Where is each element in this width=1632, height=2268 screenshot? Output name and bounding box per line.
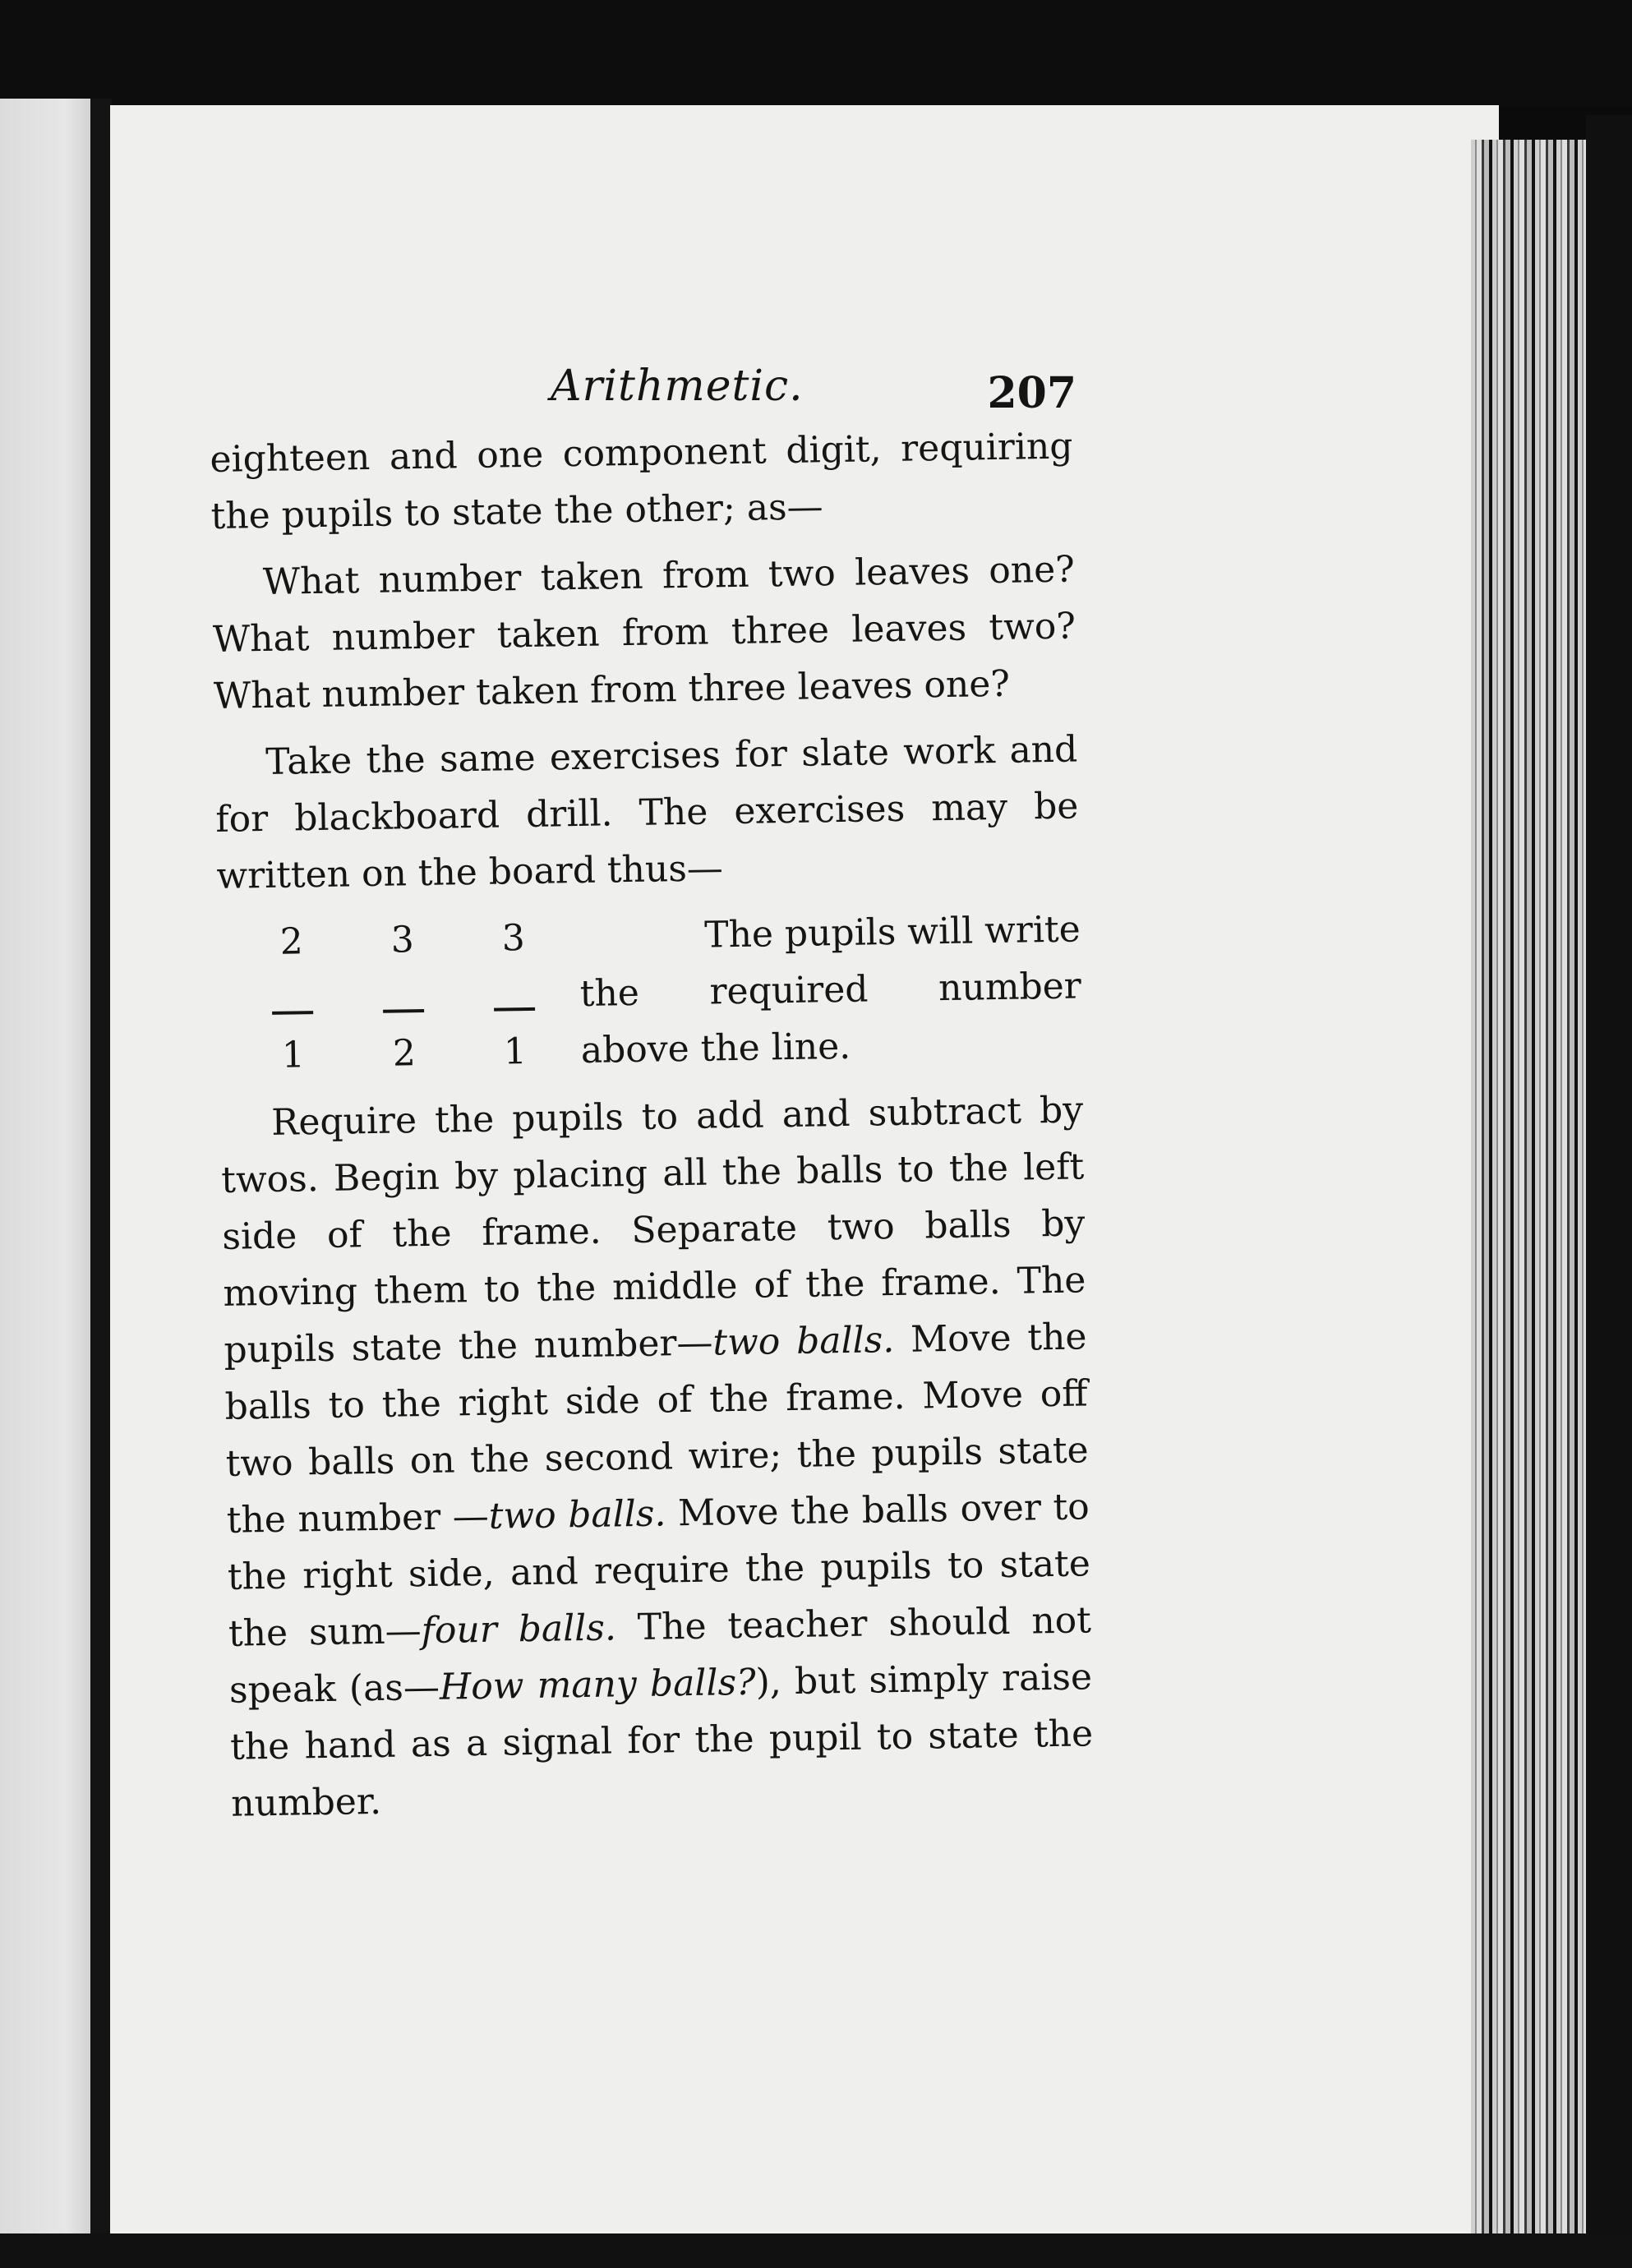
answer-line xyxy=(489,966,539,1024)
note-line: above the line. xyxy=(580,1025,851,1072)
page-number: 207 xyxy=(987,368,1076,418)
scan-top-border xyxy=(0,0,1632,107)
running-title: Arithmetic. xyxy=(551,362,804,411)
book-gutter xyxy=(90,99,112,2268)
scan-right-border xyxy=(1586,115,1632,2268)
minuend: 3 xyxy=(390,919,415,961)
facing-page-edge xyxy=(0,99,95,2268)
exercise-columns xyxy=(266,909,565,1086)
paragraph-continuation: eighteen and one component digit, requiring the pupils to state the other; as— xyxy=(210,425,1073,537)
text-run: Move the balls over to the right side, and require the pupils to state the sum— xyxy=(227,1486,1091,1655)
difference: 2 xyxy=(392,1032,417,1075)
exercise-column xyxy=(266,913,318,1084)
minuend: 2 xyxy=(279,920,304,963)
minuend: 3 xyxy=(501,917,526,960)
difference: 1 xyxy=(281,1034,306,1076)
subtraction-exercise xyxy=(217,901,1082,1086)
body-text xyxy=(210,418,1095,1842)
paragraph-questions: What number taken from two leaves one? What number taken from three leaves two? What number taken from three leaves one? xyxy=(212,548,1076,717)
page-header xyxy=(542,353,1085,427)
text-run: Require the pupils to add and subtract by twos. Begin by placing all the balls to the left side of the frame. Separate two balls by moving them to the middle of the frame. The pupils state the number— xyxy=(220,1089,1086,1371)
note-line: the required number xyxy=(579,965,1082,1016)
emphasis: two balls. xyxy=(488,1492,666,1537)
text-run: ), but simply raise the hand as a signal for the pupil to state the number. xyxy=(229,1656,1094,1825)
text-run: The teacher should not speak (as— xyxy=(228,1599,1092,1712)
emphasis: two balls. xyxy=(712,1319,895,1364)
paragraph-slate-work: Take the same exercises for slate work and for blackboard drill. The exercises may be written on the board thus— xyxy=(215,728,1079,897)
difference: 1 xyxy=(503,1030,528,1073)
paragraph-ball-frame xyxy=(220,1081,1095,1832)
exercise-column xyxy=(488,910,540,1081)
scan-bottom-border xyxy=(0,2233,1632,2268)
emphasis: four balls. xyxy=(421,1606,617,1653)
note-line: The pupils will write xyxy=(703,908,1081,957)
exercise-note xyxy=(579,901,1082,1079)
answer-line xyxy=(378,968,428,1026)
answer-line xyxy=(267,970,317,1027)
emphasis: How many balls? xyxy=(439,1661,757,1708)
exercise-column xyxy=(377,911,429,1082)
text-run: Move the balls to the right side of the frame. Move off two balls on the second wire; the pupils state the number — xyxy=(224,1316,1090,1542)
